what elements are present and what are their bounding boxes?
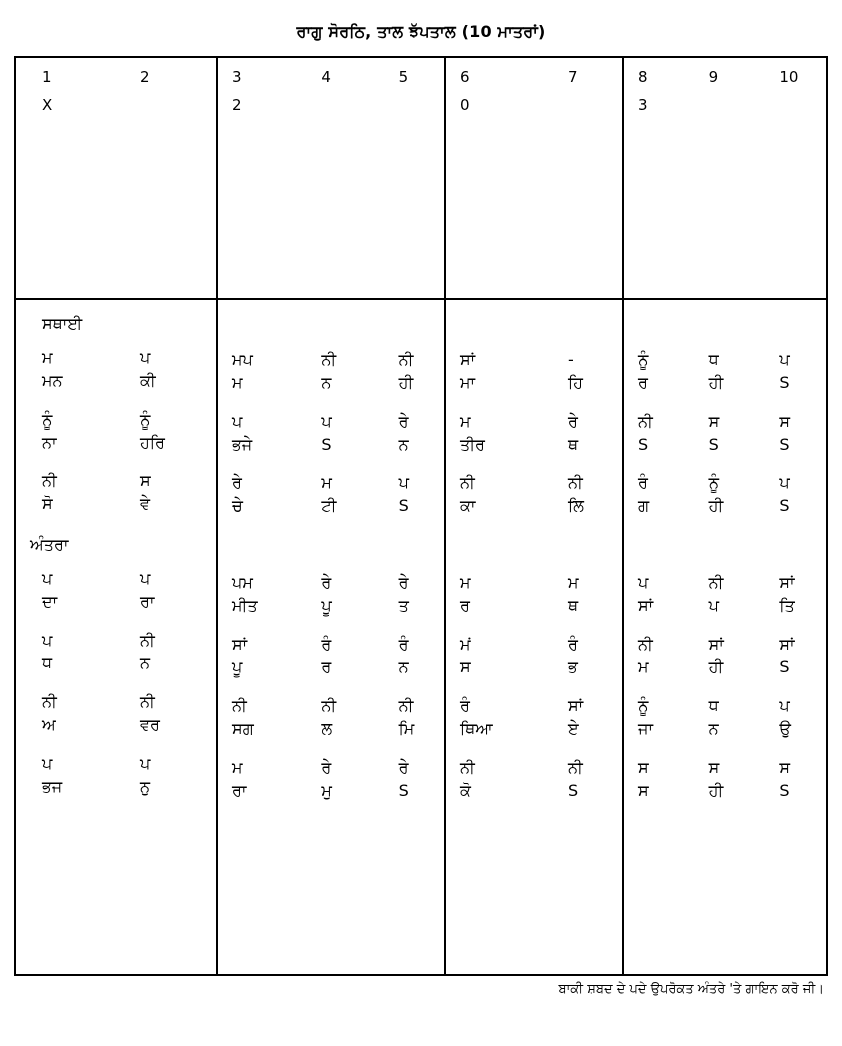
body-group-4 — [622, 300, 812, 974]
lyric-row — [218, 434, 444, 454]
note-cell: ਰੇ — [568, 411, 578, 431]
lyric-cell: ਸਗ — [232, 718, 254, 738]
note-row — [446, 475, 622, 492]
note-row — [624, 475, 812, 492]
note-cell: ਰੰ — [460, 696, 470, 716]
note-cell: ਨੀ — [42, 471, 57, 491]
note-cell: ਸਾਂ — [232, 634, 248, 654]
note-row — [218, 411, 444, 431]
beat-number: 7 — [568, 68, 578, 86]
lyric-cell: ਮ — [638, 657, 649, 677]
lyric-cell: ਨ — [140, 653, 151, 673]
note-row — [16, 568, 216, 588]
lyric-row — [16, 432, 216, 452]
lyric-cell: ਕੀ — [140, 370, 156, 390]
note-cell: ਰੇ — [398, 757, 409, 777]
note-row — [446, 352, 622, 369]
note-cell: ਨੀ — [568, 757, 583, 777]
lyric-cell: ਏ — [568, 718, 579, 738]
lyric-cell: ਹਿ — [568, 372, 583, 392]
note-cell: ਮ — [568, 572, 579, 592]
lyric-cell: ਮਨ — [42, 370, 63, 390]
note-cell: ਨੂੰ — [42, 409, 53, 429]
lyric-cell: ਨਾ — [42, 432, 57, 452]
note-cell: ਰੰ — [638, 473, 648, 493]
lyric-cell: ਤ — [398, 595, 409, 615]
beat-number: 2 — [140, 68, 150, 86]
lyric-cell: ਗ — [638, 496, 650, 516]
lyric-cell: ਹਰਿ — [140, 432, 165, 452]
lyric-cell: ਉ — [779, 718, 791, 738]
lyric-cell: ਟੀ — [321, 496, 337, 516]
note-row — [624, 352, 812, 369]
section-label-antra: ਅੰਤਰਾ — [30, 534, 69, 554]
beat-number: 4 — [321, 68, 331, 86]
note-row — [16, 753, 216, 773]
beat-group-3 — [444, 58, 622, 298]
tala-marks-group-3 — [446, 86, 622, 124]
note-cell: ਰੰ — [398, 634, 409, 654]
lyric-row — [218, 780, 444, 800]
lyric-row — [624, 434, 812, 454]
note-cell: ਨੂੰ — [708, 473, 720, 493]
note-cell: ਮ — [460, 411, 471, 431]
notation-table — [14, 56, 828, 976]
lyric-cell: ਵੇ — [140, 494, 151, 514]
note-cell: ਨੀ — [460, 757, 475, 777]
note-row — [16, 630, 216, 650]
note-cell: ਨੀ — [568, 473, 583, 493]
note-cell: ਸਾਂ — [708, 634, 724, 654]
lyric-cell: S — [398, 496, 409, 516]
lyric-cell: ਹੀ — [708, 372, 724, 392]
note-cell: ਰੇ — [398, 411, 409, 431]
note-cell: ਪ — [42, 568, 53, 588]
lyric-cell: ਨ — [398, 434, 409, 454]
lyric-cell: ਦਾ — [42, 591, 58, 611]
lyric-cell: ਮ — [232, 372, 243, 392]
note-cell: ਨੀ — [140, 630, 155, 650]
note-cell: ਪ — [779, 696, 790, 716]
beat-numbers-group-2 — [218, 58, 444, 86]
note-row — [218, 475, 444, 492]
note-cell: ਰੰ — [321, 634, 332, 654]
lyric-cell: ਤੀਰ — [460, 434, 485, 454]
note-row — [624, 757, 812, 777]
tala-marks-group-4 — [624, 86, 812, 124]
lyric-cell: ਵਰ — [140, 714, 160, 734]
note-cell: ਪ — [140, 348, 151, 368]
note-cell: ਰੇ — [321, 757, 332, 777]
note-row — [16, 409, 216, 429]
lyric-row — [446, 595, 622, 615]
lyric-cell: ਨ — [398, 657, 409, 677]
sheet-page — [0, 22, 842, 1046]
lyric-cell: ਸ — [638, 780, 649, 800]
tala-marks-group-2 — [218, 86, 444, 124]
note-cell: ਸ — [638, 757, 649, 777]
tala-mark: 2 — [232, 95, 242, 114]
note-row — [446, 634, 622, 654]
lyric-cell: ਸੋ — [42, 494, 53, 514]
lyric-cell: ਮਿ — [398, 718, 415, 738]
lyric-cell: ਨ — [708, 718, 719, 738]
lyric-cell: ਨ — [321, 372, 332, 392]
note-row — [16, 473, 216, 490]
beat-number: 5 — [398, 68, 409, 86]
note-cell: ਨੀ — [232, 696, 247, 716]
lyric-row — [16, 591, 216, 611]
note-row — [218, 572, 444, 592]
beat-number: 3 — [232, 68, 242, 86]
note-row — [624, 634, 812, 654]
note-cell: ਮਪ — [232, 350, 253, 370]
lyric-cell: ਧ — [42, 653, 53, 673]
lyric-cell: ਅ — [42, 714, 56, 734]
note-row — [218, 352, 444, 369]
note-cell: ਰੇ — [232, 473, 242, 493]
beat-header-row — [16, 58, 826, 300]
lyric-cell: ਪੂ — [321, 595, 332, 615]
lyric-cell: S — [779, 496, 790, 516]
page-title: ਰਾਗੁ ਸੋਰਠਿ, ਤਾਲ ਝੱਪਤਾਲ (10 ਮਾਤਰਾਂ) — [296, 22, 546, 41]
lyric-row — [624, 780, 812, 800]
lyric-row — [624, 498, 812, 515]
note-cell: ਸ — [708, 411, 720, 431]
lyric-cell: ਰ — [321, 657, 332, 677]
note-cell: ਨੀ — [140, 692, 155, 712]
beat-numbers-group-3 — [446, 58, 622, 86]
lyric-row — [624, 595, 812, 615]
note-cell: ਪ — [232, 411, 243, 431]
note-row — [624, 698, 812, 715]
lyric-row — [446, 434, 622, 454]
lyric-row — [16, 496, 216, 513]
note-cell: ਮਂ — [460, 634, 471, 654]
note-cell: ਪਮ — [232, 572, 253, 592]
lyric-cell: ਕਾ — [460, 496, 476, 516]
note-cell: ਧ — [708, 350, 719, 370]
tala-mark — [749, 98, 812, 114]
lyric-cell: ਹੀ — [398, 372, 414, 392]
note-cell: ਨੀ — [398, 696, 414, 716]
beat-group-2 — [216, 58, 444, 298]
note-cell: - — [568, 350, 574, 370]
note-cell: ਰੇ — [321, 572, 332, 592]
lyric-row — [218, 498, 444, 515]
note-cell: ਮ — [42, 348, 53, 368]
tala-mark: 0 — [460, 95, 470, 114]
lyric-cell: ਪੂ — [232, 657, 243, 677]
lyric-cell: ਰ — [460, 595, 470, 615]
lyric-row — [446, 780, 622, 800]
lyric-cell: ਰਾ — [232, 780, 247, 800]
note-cell: ਪ — [140, 568, 151, 588]
lyric-cell: S — [568, 780, 579, 800]
lyric-cell: ਥ — [568, 434, 579, 454]
lyric-row — [218, 718, 444, 738]
tala-mark — [293, 98, 368, 114]
lyric-cell: ਸ — [460, 657, 471, 677]
note-row — [218, 757, 444, 777]
lyric-row — [624, 372, 812, 392]
note-row — [16, 694, 216, 711]
lyric-cell: ਭ — [568, 657, 578, 677]
beat-numbers-group-4 — [624, 58, 812, 86]
lyric-row — [218, 595, 444, 615]
note-row — [446, 411, 622, 431]
lyric-row — [16, 655, 216, 672]
note-cell: ਰੇ — [398, 572, 409, 592]
tala-mark: X — [42, 95, 53, 114]
lyric-cell: S — [779, 780, 790, 800]
lyric-cell: ਸਾਂ — [638, 595, 654, 615]
beat-number: 8 — [638, 68, 648, 86]
note-cell: ਪ — [638, 572, 649, 592]
lyric-row — [624, 659, 812, 676]
lyric-row — [446, 372, 622, 392]
note-row — [446, 572, 622, 592]
lyric-cell: S — [779, 657, 790, 677]
body-group-2 — [216, 300, 444, 974]
lyric-cell: ਲਿ — [568, 496, 584, 516]
lyric-cell: S — [398, 780, 409, 800]
lyric-cell: ਪ — [708, 595, 719, 615]
note-cell: ਨੂੰ — [638, 350, 649, 370]
beat-group-1 — [16, 58, 216, 298]
lyric-row — [16, 370, 216, 390]
section-label-sthai: ਸਥਾਈ — [42, 314, 83, 334]
lyric-cell: ਹੀ — [708, 657, 724, 677]
note-cell: ਪ — [779, 350, 790, 370]
lyric-cell: ਭਜ — [42, 776, 63, 796]
tala-mark: 3 — [638, 95, 648, 114]
lyric-cell: S — [638, 434, 649, 454]
note-cell: ਨੂੰ — [638, 696, 649, 716]
note-cell: ਨੂੰ — [140, 409, 151, 429]
beat-number: 9 — [708, 68, 719, 86]
lyric-row — [218, 372, 444, 392]
lyric-row — [218, 659, 444, 676]
note-cell: ਨੀ — [638, 411, 653, 431]
lyric-cell: ਰਾ — [140, 591, 155, 611]
lyric-cell: S — [708, 434, 719, 454]
note-cell: ਨੀ — [42, 692, 57, 712]
lyric-row — [624, 718, 812, 738]
note-row — [446, 757, 622, 777]
tala-marks-group-1 — [16, 86, 216, 124]
note-cell: ਸਾਂ — [779, 572, 795, 592]
lyric-cell: S — [779, 372, 790, 392]
tala-mark — [116, 98, 216, 114]
lyric-row — [446, 498, 622, 515]
note-row — [218, 634, 444, 654]
lyric-row — [16, 776, 216, 796]
note-row — [446, 698, 622, 715]
note-cell: ਪ — [140, 753, 151, 773]
note-cell: ਮ — [321, 473, 332, 493]
note-cell: ਸ — [779, 757, 790, 777]
note-cell: ਨੀ — [321, 350, 337, 370]
note-row — [16, 350, 216, 367]
note-cell: ਨੀ — [708, 572, 724, 592]
lyric-row — [446, 659, 622, 676]
note-cell: ਮ — [232, 757, 243, 777]
note-cell: ਪ — [779, 473, 790, 493]
beat-number: 6 — [460, 68, 470, 86]
lyric-cell: S — [321, 434, 332, 454]
lyric-row — [446, 718, 622, 738]
lyric-row — [16, 714, 216, 734]
note-cell: ਨੀ — [460, 473, 475, 493]
note-cell: ਸ — [140, 471, 151, 491]
lyric-cell: ਥਿਆ — [460, 718, 493, 738]
lyric-cell: ਮੁ — [321, 780, 332, 800]
lyric-cell: ਜਾ — [638, 718, 654, 738]
note-cell: ਨੀ — [638, 634, 653, 654]
note-cell: ਮ — [460, 572, 471, 592]
note-cell: ਸਾਂ — [568, 696, 584, 716]
lyric-cell: S — [779, 434, 790, 454]
lyric-cell: ਥ — [568, 595, 579, 615]
note-cell: ਸ — [779, 411, 790, 431]
note-cell: ਸਾਂ — [460, 350, 476, 370]
note-row — [218, 698, 444, 715]
tala-mark — [534, 98, 622, 114]
lyric-cell: ਮੀਤ — [232, 595, 258, 615]
lyric-cell: ਭਜੇ — [232, 434, 253, 454]
tala-mark — [369, 98, 444, 114]
beat-number: 10 — [779, 68, 799, 86]
lyric-cell: ਤਿ — [779, 595, 795, 615]
lyric-cell: ਹੀ — [708, 496, 724, 516]
body-group-1 — [16, 300, 216, 974]
lyric-cell: ਕੋ — [460, 780, 471, 800]
beat-number: 1 — [42, 68, 52, 86]
lyric-cell: ਚੇ — [232, 496, 243, 516]
beat-numbers-group-1 — [16, 58, 216, 86]
notation-body — [16, 300, 826, 974]
note-cell: ਪ — [42, 630, 53, 650]
note-cell: ਸਾਂ — [779, 634, 795, 654]
lyric-cell: ਰ — [638, 372, 648, 392]
lyric-cell: ਮਾ — [460, 372, 476, 392]
note-cell: ਨੀ — [398, 350, 414, 370]
note-row — [624, 411, 812, 431]
lyric-cell: ਹੀ — [708, 780, 724, 800]
tala-mark — [687, 98, 750, 114]
note-row — [624, 572, 812, 592]
lyric-cell: ਨੁ — [140, 776, 151, 796]
note-cell: ਨੀ — [321, 696, 337, 716]
beat-group-4 — [622, 58, 812, 298]
note-cell: ਰੰ — [568, 634, 578, 654]
note-cell: ਪ — [42, 753, 53, 773]
note-cell: ਧ — [708, 696, 719, 716]
lyric-cell: ਲ — [321, 718, 333, 738]
footer-note: ਬਾਕੀ ਸ਼ਬਦ ਦੇ ਪਦੇ ਉਪਰੋਕਤ ਅੰਤਰੇ 'ਤੇ ਗਾਇਨ ਕਰੋ ਜੀ। — [558, 982, 824, 997]
note-cell: ਪ — [321, 411, 332, 431]
body-group-3 — [444, 300, 622, 974]
note-cell: ਸ — [708, 757, 720, 777]
note-cell: ਪ — [398, 473, 409, 493]
